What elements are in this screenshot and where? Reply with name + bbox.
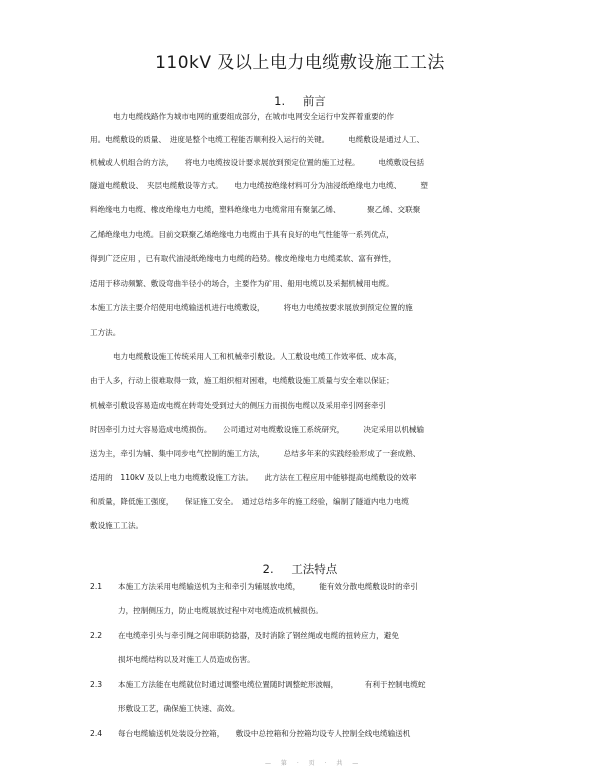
feature-text: 本施工方法能在电缆就位时通过调整电缆位置随时调整蛇形波幅， 有利于控制电缆蛇 (118, 680, 426, 689)
document-title: 110kV 及以上电力电缆敷设施工工法 (155, 53, 445, 73)
feature-number: 2.1 (90, 582, 103, 591)
paragraph-line: 和质量，降低施工强度， 保证施工安全。 通过总结多年的施工经验，编制了隧道内电力电缆 (90, 497, 409, 506)
paragraph-line: 由于人多，行动上很难取得一致，施工组织相对困难，电缆敷设施工质量与安全难以保证； (90, 376, 394, 385)
feature-number: 2.3 (90, 680, 103, 689)
paragraph-line: 敷设施工工法。 (90, 521, 144, 530)
paragraph-line: 机械或人机组合的方法， 将电力电缆按设计要求展放到预定位置的施工过程。 电缆敷设包括 (90, 158, 425, 167)
paragraph-line: 用。电缆敷设的质量、 进度是整个电缆工程能否顺利投入运行的关键。 电缆敷设是通过人工、 (90, 135, 425, 144)
page-footer: — 第 · 页 · 共 — (265, 760, 363, 767)
paragraph-line: 机械牵引敷设容易造成电缆在转弯处受到过大的侧压力而损伤电缆以及采用牵引网套牵引 (90, 401, 387, 410)
paragraph-line: 乙烯绝缘电力电缆。目前交联聚乙烯绝缘电力电缆由于具有良好的电气性能等一系列优点， (90, 230, 394, 239)
paragraph-line: 适用于移动频繁、敷设弯曲半径小的场合，主要作为矿用、船用电缆以及采掘机械用电缆。 (90, 279, 394, 288)
section-title: 前言 (302, 94, 326, 108)
section-heading-1 (0, 93, 600, 109)
paragraph-line: 本施工方法主要介绍使用电缆输送机进行电缆敷设， 将电力电缆按要求展放到预定位置的施 (90, 303, 413, 312)
feature-number: 2.2 (90, 631, 103, 640)
paragraph-line: 电力电缆敷设施工传统采用人工和机械牵引敷设。人工敷设电缆工作效率低、成本高， (113, 352, 402, 361)
feature-number: 2.4 (90, 729, 103, 738)
paragraph-line: 隧道电缆敷设、 夹层电缆敷设等方式。 电力电缆按绝缘材料可分为油浸纸绝缘电力电缆、 塑 (90, 181, 428, 190)
feature-continuation: 形敷设工艺，确保施工快速、高效。 (118, 704, 240, 713)
paragraph-line: 适用的 110kV 及以上电力电缆敷设施工方法。 此方法在工程应用中能够提高电缆敷设的效率 (90, 473, 417, 482)
feature-item (90, 631, 510, 641)
paragraph-line: 得到广泛应用 ，已有取代油浸纸绝缘电力电缆的趋势。橡皮绝缘电力电缆柔软、富有弹性， (90, 254, 397, 263)
feature-item (90, 729, 510, 739)
section-number: 2. (262, 562, 274, 576)
feature-text: 每台电缆输送机处装设分控箱， 敷设中总控箱和分控箱均设专人控制全线电缆输送机 (118, 729, 411, 738)
paragraph-line: 送为主，牵引为辅、集中同步电气控制的施工方法， 总结多年来的实践经验形成了一套成熟、 (90, 449, 421, 458)
paragraph-line: 电力电缆线路作为城市电网的重要组成部分，在城市电网安全运行中发挥着重要的作 (113, 112, 394, 121)
feature-item (90, 582, 510, 592)
feature-continuation: 损坏电缆结构以及对施工人员造成伤害。 (118, 655, 255, 664)
feature-continuation: 力，控制侧压力，防止电缆展放过程中对电缆造成机械损伤。 (118, 606, 324, 615)
section-number: 1. (274, 94, 286, 108)
section-heading-2 (0, 561, 600, 577)
feature-text: 在电缆牵引头与牵引绳之间串联防捻器，及时消除了钢丝绳或电缆的扭转应力，避免 (118, 631, 399, 640)
feature-item (90, 680, 510, 690)
paragraph-line: 时因牵引力过大容易造成电缆损伤。 公司通过对电缆敷设施工系统研究， 决定采用以机械输 (90, 425, 425, 434)
paragraph-line: 料绝缘电力电缆、橡皮绝缘电力电缆，塑料绝缘电力电缆常用有聚氯乙烯、 聚乙烯、交联聚 (90, 205, 421, 214)
section-title: 工法特点 (291, 562, 338, 576)
paragraph-line: 工方法。 (90, 328, 121, 337)
feature-text: 本施工方法采用电缆输送机为主和牵引为辅展放电缆， 能有效分散电缆敷设时的牵引 (118, 582, 418, 591)
